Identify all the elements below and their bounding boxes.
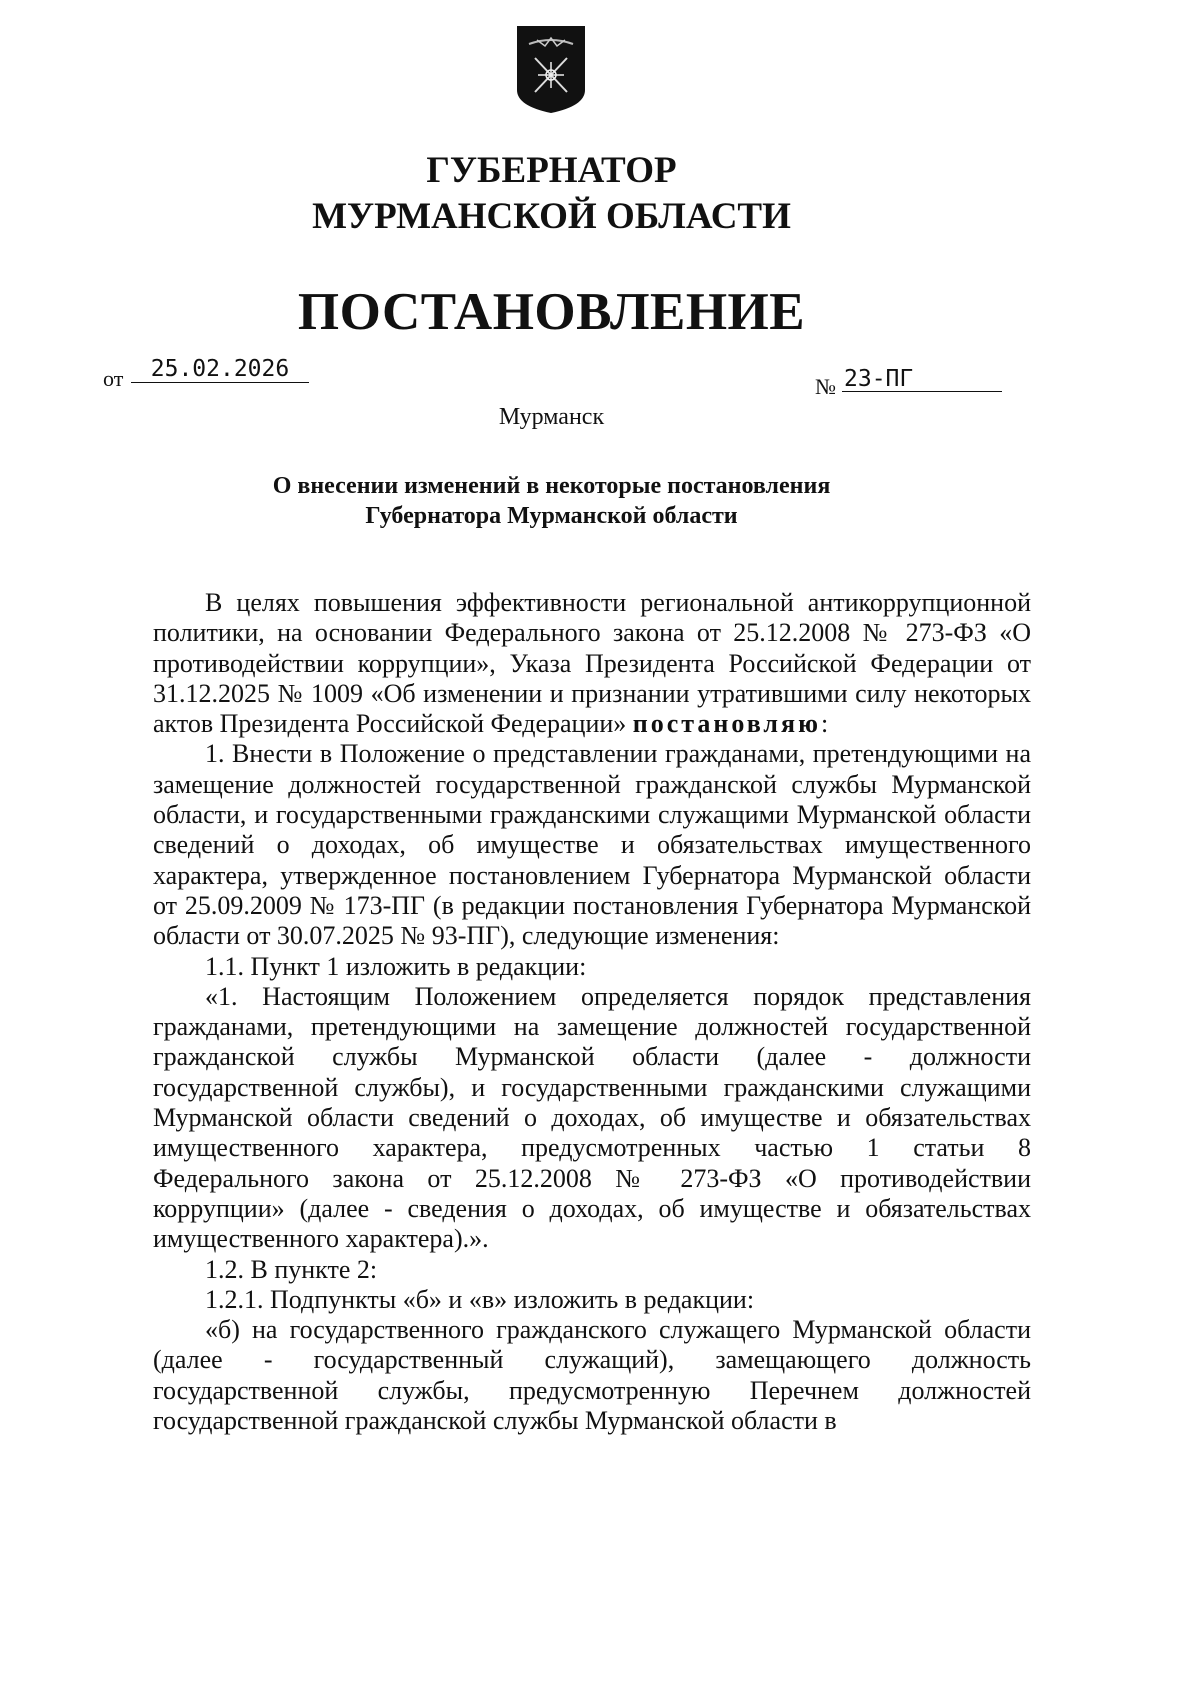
document-body (153, 588, 1031, 1436)
coat-of-arms-icon (515, 24, 587, 114)
issuer-title-line2: МУРМАНСКОЙ ОБЛАСТИ (312, 196, 791, 237)
paragraph-1-2: 1.2. В пункте 2: (205, 1254, 378, 1284)
date-label: от (103, 366, 124, 391)
city: Мурманск (498, 404, 605, 430)
preamble-paragraph (153, 588, 1031, 739)
document-number: 23-ПГ (842, 366, 1002, 392)
paragraph-1-1: 1.1. Пункт 1 изложить в редакции: (205, 951, 587, 981)
document-subject (0, 471, 1103, 531)
subject-line1: О внесении изменений в некоторые постановления (272, 473, 831, 499)
decree-colon: : (820, 709, 829, 739)
number-label: № (815, 374, 836, 399)
preamble-text: В целях повышения эффективности региональной антикоррупционной политики, на основании Федерального закона от 25.12.2008 № 273-ФЗ «О противодействии коррупции», Указа Президента Российской Федерации от 31.12.2025 № 1009 «Об изменении и признании утратившими силу некоторых актов Президента Российской Федерации» (153, 588, 1031, 739)
subject-line2: Губернатора Мурманской области (365, 503, 738, 529)
decree-word: постановляю (632, 709, 821, 739)
paragraph-1-2-1-text: «б) на государственного гражданского служащего Мурманской области (далее - государственный служащий), замещающего должность государственной службы, предусмотренную Перечнем должностей государственной гражданской службы Мурманской области в (153, 1315, 1031, 1436)
document-type: ПОСТАНОВЛЕНИЕ (297, 283, 806, 341)
paragraph-1: 1. Внести в Положение о представлении гражданами, претендующими на замещение должностей государственной гражданской службы Мурманской области, и государственными гражданскими служащими Мурманской области сведений о доходах, об имуществе и обязательствах имущественного характера, утвержденное постановлением Губернатора Мурманской области от 25.09.2009 № 173-ПГ (в редакции постановления Губернатора Мурманской области от 30.07.2025 № 93-ПГ), следующие изменения: (153, 739, 1031, 951)
document-date: 25.02.2026 (131, 356, 309, 383)
paragraph-1-2-1: 1.2.1. Подпункты «б» и «в» изложить в редакции: (205, 1284, 755, 1314)
paragraph-1-1-text: «1. Настоящим Положением определяется порядок представления гражданами, претендующими на замещение должностей государственной гражданской службы Мурманской области (далее - должности государственной службы), и государственными гражданскими служащими Мурманской области сведений о доходах, об имуществе и обязательствах имущественного характера, предусмотренных частью 1 статьи 8 Федерального закона от 25.12.2008 № 273-ФЗ «О противодействии коррупции» (далее - сведения о доходах, об имуществе и обязательствах имущественного характера).». (153, 981, 1031, 1254)
issuer-title-line1: ГУБЕРНАТОР (426, 150, 677, 191)
